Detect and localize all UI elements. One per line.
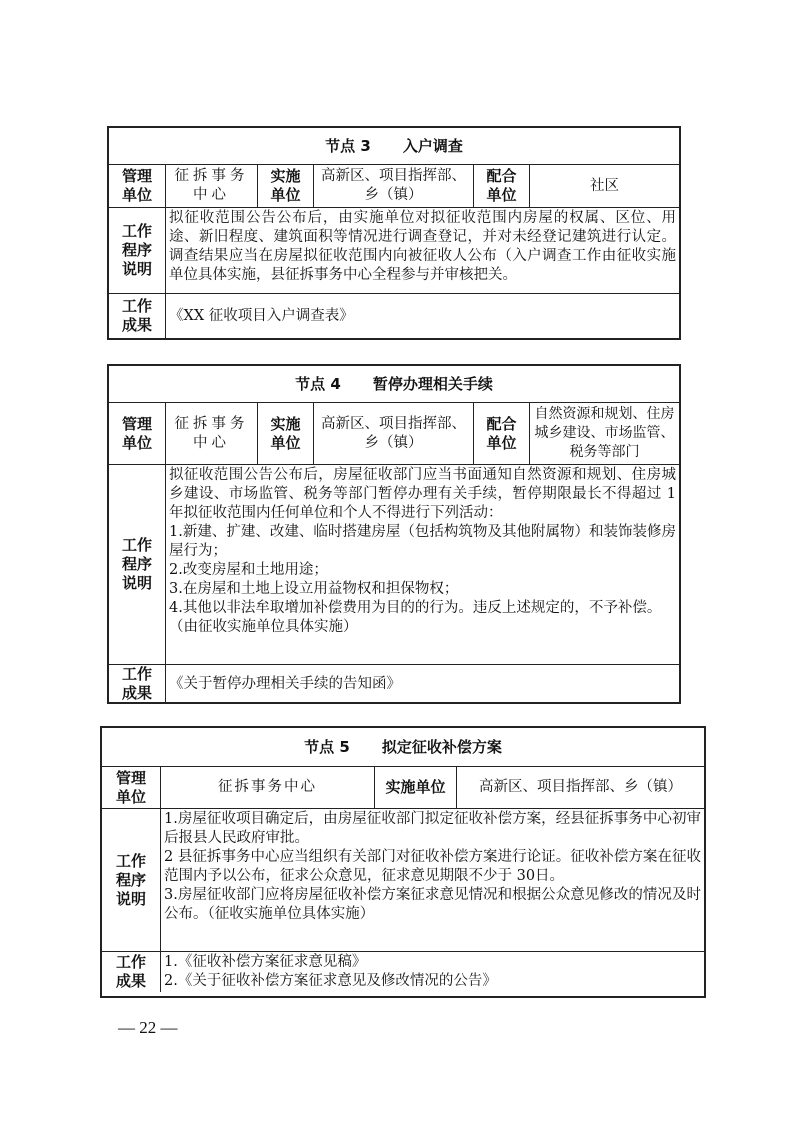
impl-unit-label: 实施 单位 xyxy=(257,165,313,207)
node-title: 入户调查 xyxy=(402,136,463,155)
result-item: 1.《征收补偿方案征求意见稿》 xyxy=(164,954,367,970)
result-label: 工作 成果 xyxy=(115,953,146,990)
node-3-title xyxy=(109,128,679,164)
desc-text: 拟征收范围公告公布后，由实施单位对拟征收范围内房屋的权属、区位、用途、新旧程度、建筑面积等情况进行调查登记，并对未经登记建筑进行认定。调查结果应当在房屋拟征收范围内向被征收人公布（入户调查工作由征收实施单位具体实施，县征拆事务中心全程参与并审核把关。 xyxy=(165,208,679,293)
node-5-table xyxy=(100,726,706,998)
node-3-result-row xyxy=(109,293,679,338)
impl-unit-value: 高新区、项目指挥部、乡（镇） xyxy=(313,165,473,207)
node-4-result-row xyxy=(109,664,679,703)
result-text xyxy=(160,952,704,992)
mgmt-unit-value: 征拆事务中心 xyxy=(165,165,257,207)
node-4-table xyxy=(107,364,681,704)
desc-para: 4.其他以非法牟取增加补偿费用为目的的行为。违反上述规定的，不予补偿。 xyxy=(169,600,662,616)
desc-para: 2.改变房屋和土地用途； xyxy=(169,562,328,578)
desc-para: （由征收实施单位具体实施） xyxy=(169,619,358,635)
result-text: 《XX 征收项目入户调查表》 xyxy=(165,294,679,338)
desc-para: 3.在房屋和土地上设立用益物权和担保物权； xyxy=(169,581,459,597)
node-3-units-row xyxy=(109,164,679,207)
node-5-title xyxy=(102,728,704,766)
node-label: 节点 4 xyxy=(295,374,341,393)
desc-para: 3.房屋征收部门应将房屋征收补偿方案征求意见情况和根据公众意见修改的情况及时公布。（征收实施单位具体实施） xyxy=(164,887,701,922)
node-4-units-row xyxy=(109,402,679,464)
coop-unit-value: 社区 xyxy=(529,165,679,207)
result-label: 工作 成果 xyxy=(121,297,152,334)
coop-unit-value: 自然资源和规划、住房城乡建设、市场监管、税务等部门 xyxy=(529,403,679,464)
node-3-table xyxy=(107,126,681,340)
desc-text xyxy=(165,465,679,664)
node-4-desc-row xyxy=(109,464,679,664)
mgmt-unit-label: 管理 单位 xyxy=(115,768,146,806)
mgmt-unit-label: 管理 单位 xyxy=(121,414,152,452)
coop-unit-label: 配合 单位 xyxy=(473,165,529,207)
coop-unit-label: 配合 单位 xyxy=(473,403,529,464)
node-4-header-row xyxy=(109,366,679,402)
desc-para: 1.房屋征收项目确定后，由房屋征收部门拟定征收补偿方案，经县征拆事务中心初审后报县人民政府审批。 xyxy=(164,811,701,846)
desc-label: 工作 程序 说明 xyxy=(121,222,152,278)
desc-text xyxy=(160,809,704,951)
node-5-units-row xyxy=(102,766,704,808)
node-3-desc-row xyxy=(109,207,679,293)
page-number: — 22 — xyxy=(118,1018,178,1037)
node-5-desc-row xyxy=(102,808,704,951)
result-label: 工作 成果 xyxy=(121,665,152,702)
desc-label: 工作 程序 说明 xyxy=(121,536,152,592)
node-5-header-row xyxy=(102,728,704,766)
impl-unit-value: 高新区、项目指挥部、乡（镇） xyxy=(313,403,473,464)
node-title: 暂停办理相关手续 xyxy=(372,374,493,393)
result-text: 《关于暂停办理相关手续的告知函》 xyxy=(165,665,679,703)
node-4-title xyxy=(109,366,679,402)
node-3-header-row xyxy=(109,128,679,164)
desc-label: 工作 程序 说明 xyxy=(115,851,146,908)
desc-para: 拟征收范围公告公布后，房屋征收部门应当书面通知自然资源和规划、住房城乡建设、市场监管、税务等部门暂停办理有关手续，暂停期限最长不得超过 1 年拟征收范围内任何单位和个人不得进行下列活动： xyxy=(169,467,681,521)
node-5-result-row xyxy=(102,951,704,992)
mgmt-unit-value: 征拆事务中心 xyxy=(160,767,374,808)
result-item: 2.《关于征收补偿方案征求意见及修改情况的公告》 xyxy=(164,973,497,989)
desc-para: 2 县征拆事务中心应当组织有关部门对征收补偿方案进行论证。征收补偿方案在征收范围内予以公布，征求公众意见，征求意见期限不少于 30日。 xyxy=(164,849,701,884)
node-label: 节点 3 xyxy=(325,136,371,155)
mgmt-unit-label: 管理 单位 xyxy=(121,167,152,204)
desc-para: 1.新建、扩建、改建、临时搭建房屋（包括构筑物及其他附属物）和装饰装修房屋行为； xyxy=(169,524,676,559)
mgmt-unit-value: 征拆事务中心 xyxy=(165,403,257,464)
impl-unit-label: 实施 单位 xyxy=(257,403,313,464)
impl-unit-label: 实施单位 xyxy=(374,767,456,808)
node-label: 节点 5 xyxy=(304,737,350,756)
node-title: 拟定征收补偿方案 xyxy=(381,737,502,756)
impl-unit-value: 高新区、项目指挥部、乡（镇） xyxy=(456,767,704,808)
